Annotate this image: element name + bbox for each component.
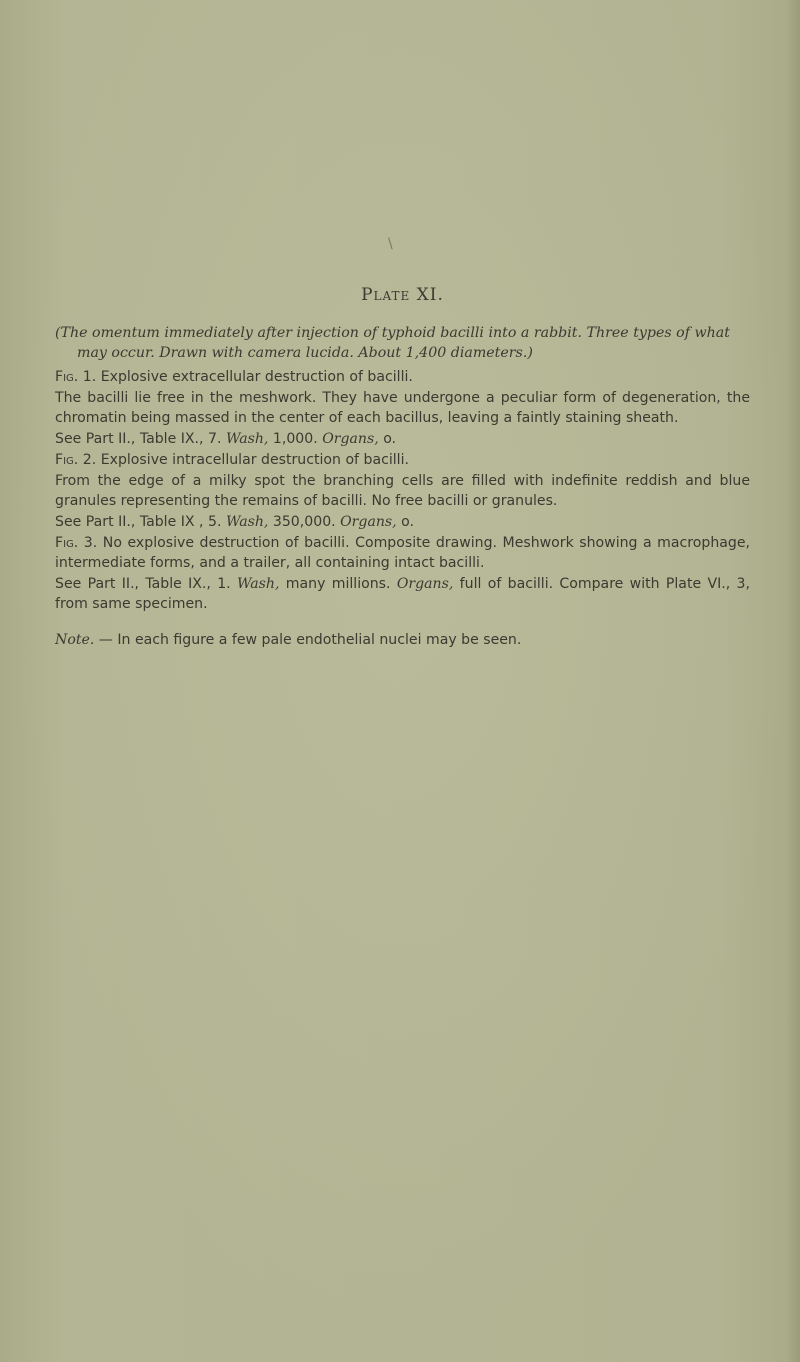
plate-description — [55, 285, 750, 650]
fig1-wash-label: Wash, — [225, 431, 269, 447]
fig1-reference — [55, 429, 750, 449]
fig2-title: Explosive intracellular destruction of bacilli. — [100, 452, 409, 468]
fig3-label: Fig. 3. — [55, 535, 98, 551]
fig2-reference — [55, 512, 750, 532]
fig1-organs-label: Organs, — [322, 431, 379, 447]
fig1-title: Explosive extracellular destruction of bacilli. — [100, 369, 413, 385]
fig3-ref-prefix: See Part II., Table IX., 1. — [55, 576, 231, 592]
fig3-heading — [55, 533, 750, 573]
page-edge-shadow — [786, 0, 800, 1362]
note-label: Note. — [55, 632, 95, 648]
fig3-reference — [55, 574, 750, 614]
fig2-heading — [55, 450, 750, 470]
fig1-label: Fig. 1. — [55, 369, 97, 385]
fig1-ref-prefix: See Part II., Table IX., 7. — [55, 431, 222, 447]
fig1-heading — [55, 367, 750, 387]
fig3-title: No explosive destruction of bacilli. Composite drawing. Meshwork showing a macrophage, intermediate forms, and a trailer, all containing intact bacilli. — [55, 535, 750, 571]
plate-caption: (The omentum immediately after injection of typhoid bacilli into a rabbit. Three types of what may occur. Drawn with camera lucida. About 1,400 diameters.) — [55, 325, 730, 361]
fig2-body: From the edge of a milky spot the branching cells are filled with indefinite reddish and blue granules representing the remains of bacilli. No free bacilli or granules. — [55, 473, 750, 509]
fig1-organs-value: o. — [383, 431, 397, 447]
plate-note — [55, 630, 750, 650]
fig2-ref-prefix: See Part II., Table IX , 5. — [55, 514, 222, 530]
note-text: — In each figure a few pale endothelial nuclei may be seen. — [98, 632, 522, 648]
fig1-wash-value: 1,000. — [272, 431, 318, 447]
fig3-organs-value: full of bacilli. Compare with Plate VI., 3, from same specimen. — [55, 576, 750, 612]
fig3-organs-label: Organs, — [396, 576, 454, 592]
stray-mark: \ — [388, 236, 393, 252]
fig2-organs-value: o. — [401, 514, 414, 530]
fig2-organs-label: Organs, — [340, 514, 397, 530]
fig2-wash-label: Wash, — [225, 514, 269, 530]
plate-title: Plate XI. — [361, 285, 444, 305]
fig2-wash-value: 350,000. — [272, 514, 336, 530]
fig3-wash-value: many millions. — [285, 576, 391, 592]
fig2-label: Fig. 2. — [55, 452, 97, 468]
fig1-body: The bacilli lie free in the meshwork. They have undergone a peculiar form of degeneration, the chromatin being massed in the center of each bacillus, leaving a faintly staining sheath. — [55, 390, 750, 426]
fig3-wash-label: Wash, — [236, 576, 280, 592]
